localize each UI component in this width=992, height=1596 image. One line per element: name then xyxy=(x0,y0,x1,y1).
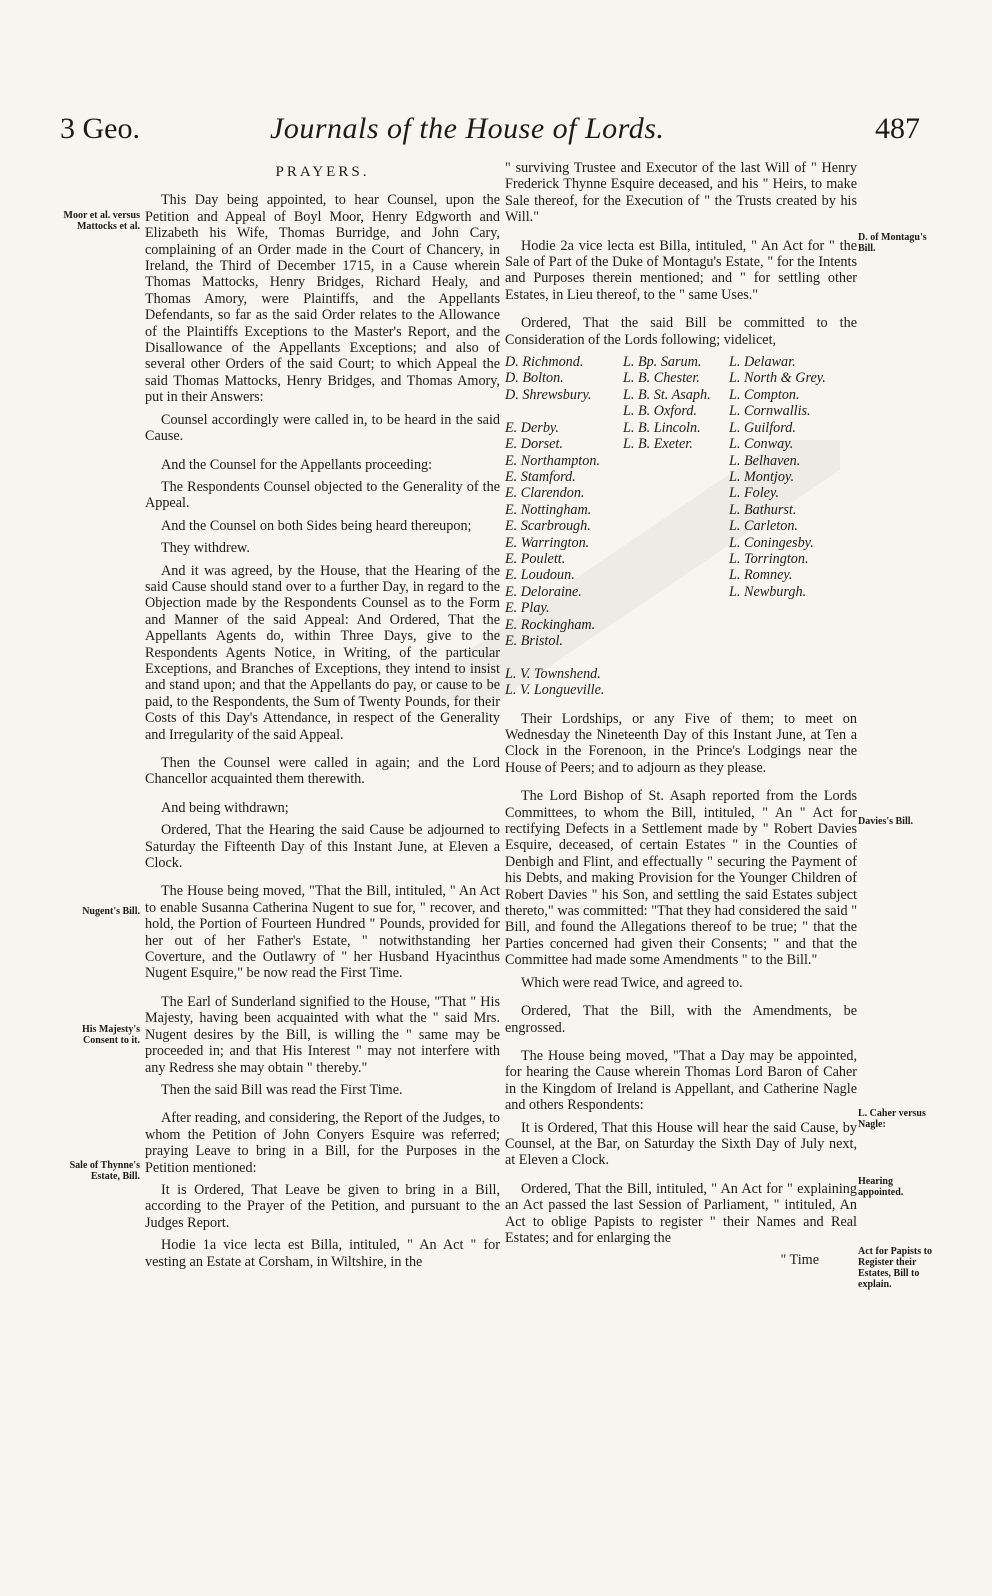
paragraph: Then the said Bill was read the First Time. xyxy=(161,1081,403,1098)
paragraph: Then the Counsel were called in again; and the Lord Chancellor acquainted them therewith. xyxy=(145,755,500,788)
lord-name: E. Derby. xyxy=(505,419,559,436)
paragraph: And the Counsel for the Appellants proceeding: xyxy=(161,456,433,473)
paragraph: After reading, and considering, the Report of the Judges, to whom the Petition of John Conyers Esquire was referred; praying Leave to bring in a Bill, for the Purposes in the Petition mentioned: xyxy=(145,1110,500,1176)
paragraph: This Day being appointed, to hear Counsel, upon the Petition and Appeal of Boyl Moor, Henry Edgworth and Elizabeth his Wife, Thomas Burridge, and John Cary, complaining of an Order made in the Court of Chancery, in Ireland, the Third of December 1715, in a Cause wherein Thomas Mattocks, Henry Bridges, Richard Healy, and Thomas Amory, were Plaintiffs, and the Appellants Defendants, so far as the said Order relates to the Allowance of the Plaintiffs Exceptions to the Master's Report, and the Disallowance of the Appellants Exceptions; and also of several other Orders of the said Court; to which Appeal the said Thomas Mattocks, Henry Bridges, and Thomas Amory, put in their Answers: xyxy=(145,192,500,406)
lord-name: E. Stamford. xyxy=(505,468,576,485)
lords-column-dukes-earls xyxy=(505,354,617,699)
lord-name: E. Warrington. xyxy=(505,534,590,551)
lord-name: D. Richmond. xyxy=(505,354,584,371)
paragraph: Ordered, That the Bill, intituled, " An Act for " explaining an Act passed the last Session of Parliament, " intituled, An Act to oblige Papists to register " their Names and Real Estates; and for enlarging the xyxy=(505,1180,857,1246)
lord-name: L. Bp. Sarum. xyxy=(623,354,702,371)
lord-name: L. Newburgh. xyxy=(729,583,807,600)
paragraph: They withdrew. xyxy=(161,540,250,557)
lord-name: L. Guilford. xyxy=(729,419,796,436)
paragraph: It is Ordered, That this House will hear the said Cause, by Counsel, at the Bar, on Saturday the Sixth Day of July next, at Eleven a Clock. xyxy=(505,1119,857,1169)
lord-name: E. Nottingham. xyxy=(505,501,592,518)
lord-name: E. Play. xyxy=(505,600,550,617)
lord-name: E. Bristol. xyxy=(505,632,563,649)
lord-name: L. Carleton. xyxy=(729,518,798,535)
lord-name: L. Compton. xyxy=(729,386,800,403)
margin-note-hearing: Hearing appointed. xyxy=(858,1176,904,1198)
margin-note-montagu: D. of Montagu's Bill. xyxy=(858,232,927,254)
catchword: " Time xyxy=(780,1252,819,1269)
lord-name: E. Dorset. xyxy=(505,436,563,453)
lord-name: L. Belhaven. xyxy=(729,452,801,469)
lord-name: L. B. Chester. xyxy=(623,370,700,387)
running-title: Journals of the House of Lords. xyxy=(270,112,665,145)
lord-name: E. Northampton. xyxy=(505,452,600,469)
lord-name: E. Clarendon. xyxy=(505,485,585,502)
lord-name xyxy=(505,649,617,665)
page-number: 487 xyxy=(875,112,920,145)
margin-note-davies: Davies's Bill. xyxy=(858,816,914,827)
paragraph: And being withdrawn; xyxy=(161,799,289,816)
paragraph: And it was agreed, by the House, that the Hearing of the said Cause should stand over to a further Day, in regard to the Objection made by the Respondents Counsel as to the Form and Manner of the said Appeal: And Ordered, That the Appellants Agents do, within Three Days, give to the Respondents Agents Notice, in Writing, of the particular Exceptions, and Branches of Exceptions, they intend to insist and stand upon; and that the Appellants do pay, or cause to be paid, to the Respondents, the Sum of Twenty Pounds, for their Costs of this Day's Attendance, in respect of the Generality and Irregularity of the said Appeal. xyxy=(145,562,500,743)
margin-note-papists: Act for Papists to Register their Estates, Bill to explain. xyxy=(858,1246,932,1290)
paragraph: The Earl of Sunderland signified to the House, "That " His Majesty, having been acquainted with what the " said Mrs. Nugent desires by the Bill, is willing the " same may be proceeded in; and that His Interest " may not interfere with any Redress she may obtain " thereby." xyxy=(145,993,500,1076)
lord-name: L. Bathurst. xyxy=(729,501,797,518)
lord-name: E. Loudoun. xyxy=(505,567,575,584)
lord-name: L. B. Oxford. xyxy=(623,403,697,420)
margin-note-majesty: His Majesty's Consent to it. xyxy=(81,1024,140,1046)
lord-name: L. Cornwallis. xyxy=(729,403,811,420)
lord-name: L. B. St. Asaph. xyxy=(623,386,711,403)
paragraph: It is Ordered, That Leave be given to bring in a Bill, according to the Prayer of the Petition, and pursuant to the Judges Report. xyxy=(145,1181,500,1231)
lord-name: E. Rockingham. xyxy=(505,616,596,633)
lord-name: E. Deloraine. xyxy=(505,583,582,600)
lord-name: L. Torrington. xyxy=(729,550,809,567)
margin-note-thynne: Sale of Thynne's Estate, Bill. xyxy=(69,1160,140,1182)
lord-name: D. Bolton. xyxy=(505,370,564,387)
lord-name: L. V. Longueville. xyxy=(505,682,605,699)
lord-name: L. V. Townshend. xyxy=(505,665,601,682)
right-column xyxy=(505,160,857,1275)
left-column xyxy=(145,160,500,1276)
regnal-year: 3 Geo. xyxy=(60,112,140,145)
paragraph: Hodie 2a vice lecta est Billa, intituled, " An Act for " the Sale of Part of the Duke of Montagu's Estate, " for the Intents and Purposes therein mentioned; and " for settling other Estates, in Lieu thereof, to the " same Uses." xyxy=(505,237,857,303)
lord-name: L. B. Exeter. xyxy=(623,436,693,453)
page-header xyxy=(60,108,920,148)
margin-note-nugent: Nugent's Bill. xyxy=(82,906,140,917)
lord-name: L. North & Grey. xyxy=(729,370,826,387)
lord-name: L. Delawar. xyxy=(729,354,796,371)
lord-name: L. Conway. xyxy=(729,436,794,453)
lord-name: L. Foley. xyxy=(729,485,780,502)
lord-name: L. Coningesby. xyxy=(729,534,814,551)
paragraph: Ordered, That the Hearing the said Cause be adjourned to Saturday the Fifteenth Day of this Instant June, at Eleven a Clock. xyxy=(145,822,500,872)
lord-name: L. B. Lincoln. xyxy=(623,419,701,436)
paragraph: The House being moved, "That the Bill, intituled, " An Act to enable Susanna Catherina Nugent to sue for, " recover, and hold, the Portion of Fourteen Hundred " Pounds, provided for her out of her Father's Estate, " notwithstanding her Coverture, and the Outlawry of " her Husband Hyacinthus Nugent Esquire," be now read the First Time. xyxy=(145,883,500,982)
paragraph: Ordered, That the Bill, with the Amendments, be engrossed. xyxy=(505,1003,857,1036)
lord-name: E. Scarbrough. xyxy=(505,518,591,535)
paragraph: " surviving Trustee and Executor of the last Will of " Henry Frederick Thynne Esquire deceased, and his " Heirs, to make Sale thereof, for the Execution of " the Trusts created by his Will." xyxy=(505,160,857,226)
lord-name: E. Poulett. xyxy=(505,550,566,567)
paragraph: Counsel accordingly were called in, to be heard in the said Cause. xyxy=(145,411,500,445)
lords-column-bishops xyxy=(623,354,723,699)
paragraph: Their Lordships, or any Five of them; to meet on Wednesday the Nineteenth Day of this Instant June, at Ten a Clock in the Forenoon, in the Prince's Lodgings near the House of Peers; and to adjourn as they please. xyxy=(505,710,857,776)
lord-name: D. Shrewsbury. xyxy=(505,386,592,403)
margin-note-caher: L. Caher versus Nagle: xyxy=(858,1108,926,1130)
lord-name: L. Romney. xyxy=(729,567,793,584)
paragraph: Hodie 1a vice lecta est Billa, intituled, " An Act " for vesting an Estate at Corsham, in Wiltshire, in the xyxy=(145,1237,500,1270)
paragraph: And the Counsel on both Sides being heard thereupon; xyxy=(161,517,472,534)
lord-name: L. Montjoy. xyxy=(729,468,795,485)
margin-note-moor: Moor et al. versus Mattocks et al. xyxy=(63,210,140,232)
lords-column-barons xyxy=(729,354,855,699)
paragraph: The Respondents Counsel objected to the Generality of the Appeal. xyxy=(145,478,500,512)
prayers-heading: PRAYERS. xyxy=(275,164,370,180)
paragraph: Ordered, That the said Bill be committed to the Consideration of the Lords following; videlicet, xyxy=(505,315,857,348)
paragraph: The House being moved, "That a Day may be appointed, for hearing the Cause wherein Thomas Lord Baron of Caher in the Kingdom of Ireland is Appellant, and Catherine Nagle and others Respondents: xyxy=(505,1047,857,1114)
committee-lords-list xyxy=(505,354,857,699)
paragraph: The Lord Bishop of St. Asaph reported from the Lords Committees, to whom the Bill, intituled, " An " Act for rectifying Defects in a Settlement made by " Robert Davies Esquire, deceased, of certain Estates " in the Counties of Denbigh and Flint, and effectually " securing the Payment of his Debts, and making Provision for the Younger Children of Robert Davies " his Son, and settling the said Estates subject thereto," was committed: "That they had considered the said " Bill, and found the Allegations thereof to be true; " that the Parties concerned had given their Consents; " and that the Committee had made some Amendments " to the Bill." xyxy=(505,788,857,969)
paragraph: Which were read Twice, and agreed to. xyxy=(521,974,743,991)
lord-name xyxy=(505,403,617,419)
